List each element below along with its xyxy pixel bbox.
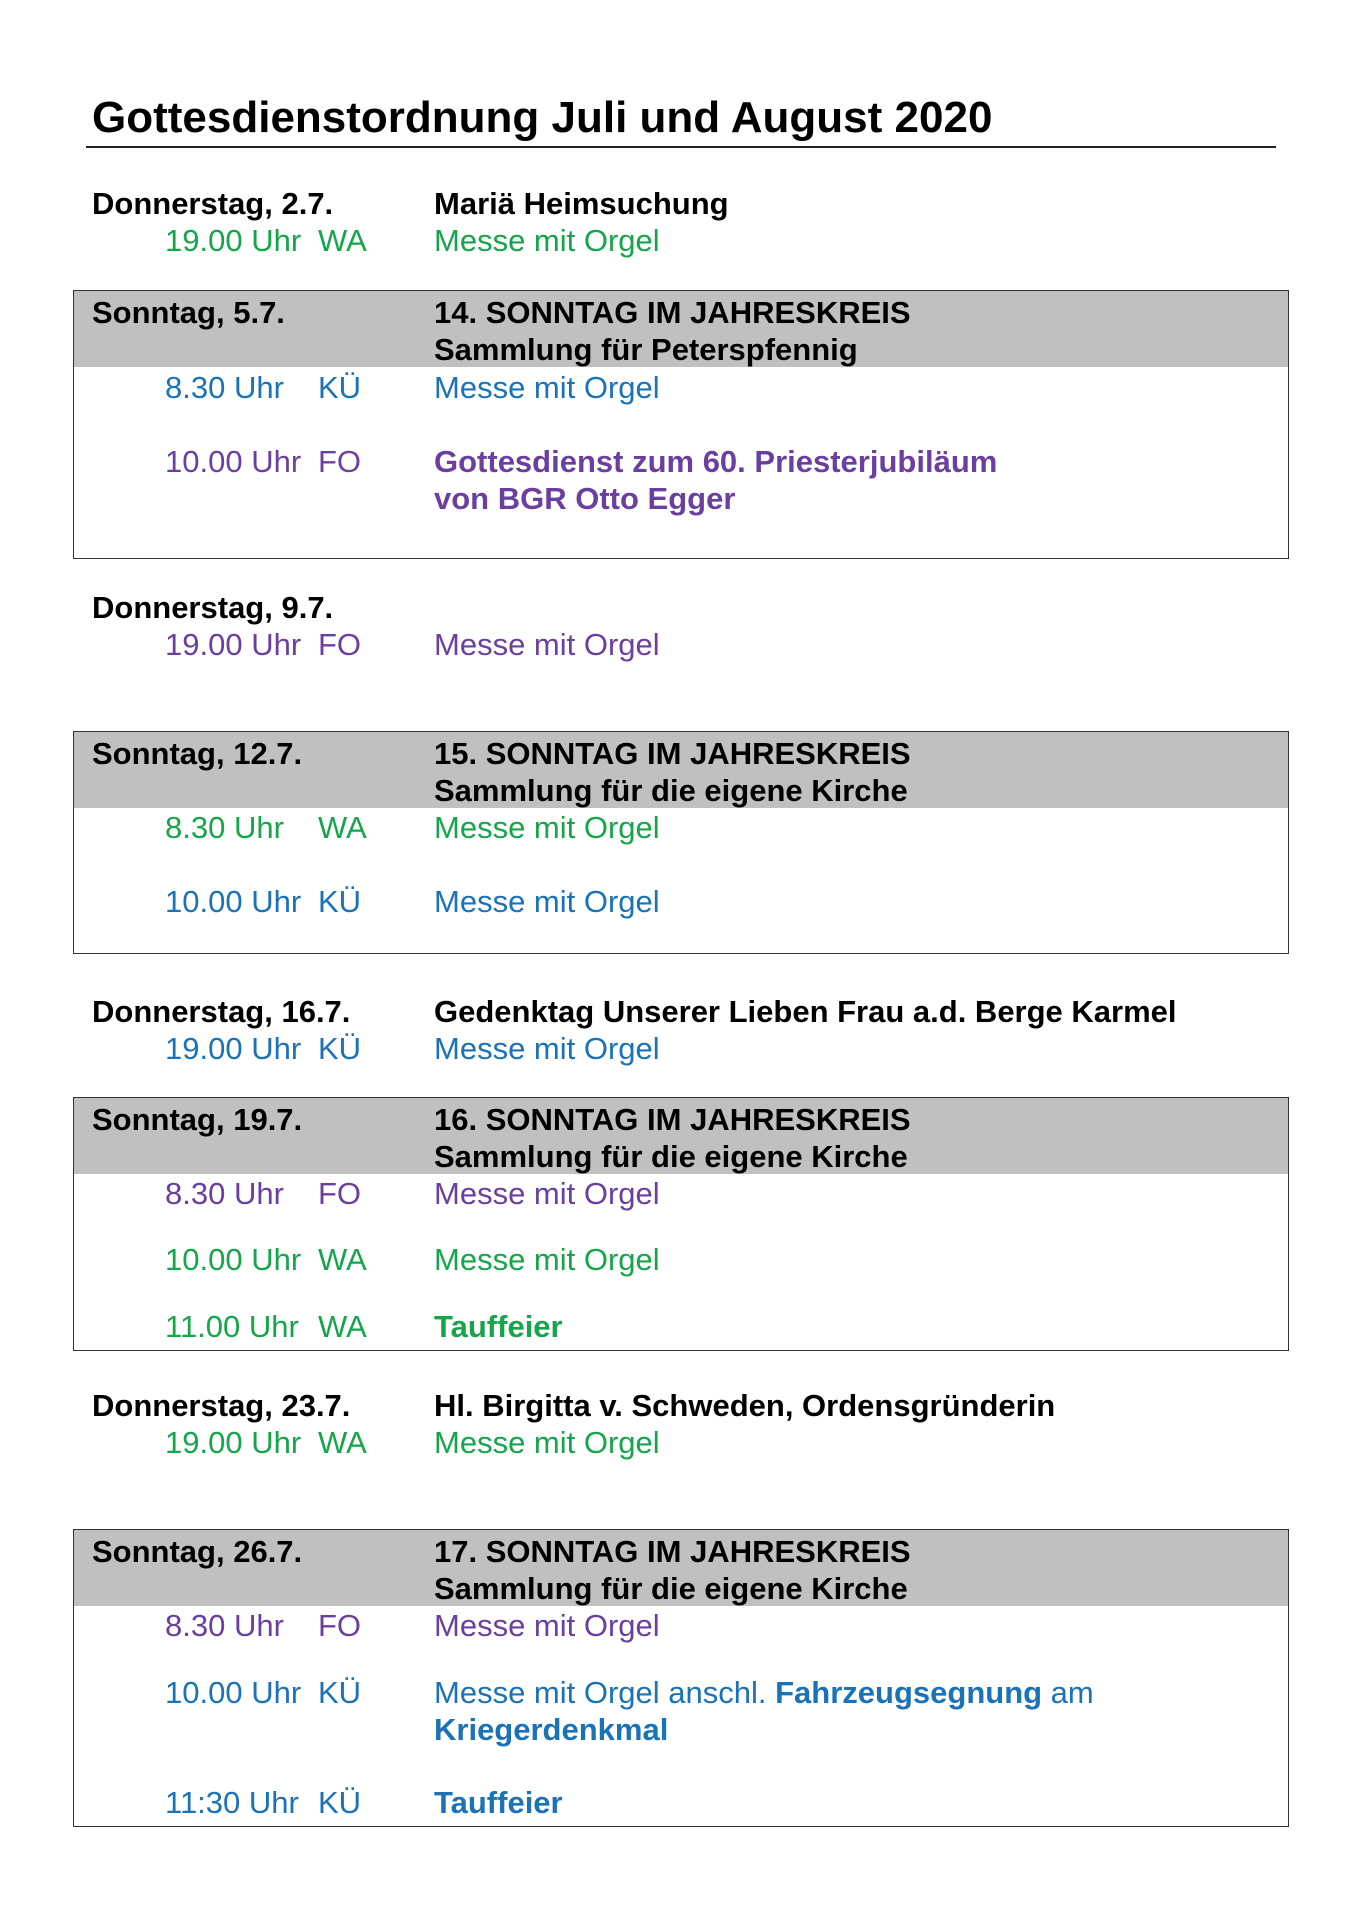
service-place: KÜ	[318, 1785, 362, 1820]
collection-note: Sammlung für die eigene Kirche	[434, 1139, 908, 1174]
page-title: Gottesdienstordnung Juli und August 2020	[92, 93, 993, 142]
service-text: Tauffeier	[434, 1309, 563, 1344]
service-time: 11:30 Uhr	[165, 1785, 299, 1820]
service-time: 11.00 Uhr	[165, 1309, 299, 1344]
day-date: Sonntag, 26.7.	[92, 1534, 303, 1569]
service-place: WA	[318, 1425, 367, 1460]
day-date: Sonntag, 12.7.	[92, 736, 303, 771]
service-text-line2: von BGR Otto Egger	[434, 481, 736, 516]
service-time: 10.00 Uhr	[165, 1242, 302, 1277]
service-place: WA	[318, 223, 367, 258]
day-date: Donnerstag, 2.7.	[92, 186, 334, 221]
title-divider	[86, 146, 1276, 148]
service-text: Messe mit Orgel	[434, 810, 660, 845]
service-text: Gottesdienst zum 60. Priesterjubiläum	[434, 444, 998, 479]
service-highlight: Fahrzeugsegnung	[775, 1675, 1043, 1710]
service-time: 8.30 Uhr	[165, 370, 284, 405]
service-time: 19.00 Uhr	[165, 1031, 302, 1066]
day-feast: Mariä Heimsuchung	[434, 186, 729, 221]
service-place: FO	[318, 627, 362, 662]
service-text: Messe mit Orgel	[434, 627, 660, 662]
service-time: 8.30 Uhr	[165, 1176, 284, 1211]
service-time: 10.00 Uhr	[165, 1675, 302, 1710]
service-text: Messe mit Orgel	[434, 1425, 660, 1460]
service-text	[434, 1674, 1094, 1711]
service-text: Messe mit Orgel	[434, 1176, 660, 1211]
service-time: 19.00 Uhr	[165, 1425, 302, 1460]
service-text: Messe mit Orgel	[434, 1031, 660, 1066]
day-date: Sonntag, 19.7.	[92, 1102, 303, 1137]
service-text-part: Messe mit Orgel anschl.	[434, 1675, 776, 1710]
service-place: WA	[318, 1309, 367, 1344]
service-place: KÜ	[318, 1031, 362, 1066]
day-feast: Gedenktag Unserer Lieben Frau a.d. Berge Karmel	[434, 994, 1177, 1029]
service-time: 10.00 Uhr	[165, 884, 302, 919]
service-place: FO	[318, 1176, 362, 1211]
service-time: 19.00 Uhr	[165, 223, 302, 258]
day-feast: Hl. Birgitta v. Schweden, Ordensgründerin	[434, 1388, 1056, 1423]
day-feast: 16. SONNTAG IM JAHRESKREIS	[434, 1102, 911, 1137]
day-feast: 15. SONNTAG IM JAHRESKREIS	[434, 736, 911, 771]
day-date: Donnerstag, 9.7.	[92, 590, 334, 625]
day-date: Donnerstag, 23.7.	[92, 1388, 351, 1423]
service-time: 8.30 Uhr	[165, 810, 284, 845]
collection-note: Sammlung für die eigene Kirche	[434, 1571, 908, 1606]
service-text: Messe mit Orgel	[434, 1608, 660, 1643]
service-text: Messe mit Orgel	[434, 1242, 660, 1277]
collection-note: Sammlung für Peterspfennig	[434, 332, 858, 367]
service-place: WA	[318, 1242, 367, 1277]
day-date: Donnerstag, 16.7.	[92, 994, 351, 1029]
day-date: Sonntag, 5.7.	[92, 295, 285, 330]
service-place: FO	[318, 444, 362, 479]
service-text: Tauffeier	[434, 1785, 563, 1820]
service-time: 10.00 Uhr	[165, 444, 302, 479]
service-time: 19.00 Uhr	[165, 627, 302, 662]
collection-note: Sammlung für die eigene Kirche	[434, 773, 908, 808]
service-place: WA	[318, 810, 367, 845]
service-place: KÜ	[318, 370, 362, 405]
service-place: FO	[318, 1608, 362, 1643]
service-place: KÜ	[318, 1675, 362, 1710]
service-text: Messe mit Orgel	[434, 223, 660, 258]
service-place: KÜ	[318, 884, 362, 919]
day-feast: 14. SONNTAG IM JAHRESKREIS	[434, 295, 911, 330]
service-text-part: am	[1042, 1675, 1094, 1710]
service-text: Messe mit Orgel	[434, 370, 660, 405]
service-highlight: Kriegerdenkmal	[434, 1712, 669, 1747]
service-text: Messe mit Orgel	[434, 884, 660, 919]
day-feast: 17. SONNTAG IM JAHRESKREIS	[434, 1534, 911, 1569]
service-time: 8.30 Uhr	[165, 1608, 284, 1643]
